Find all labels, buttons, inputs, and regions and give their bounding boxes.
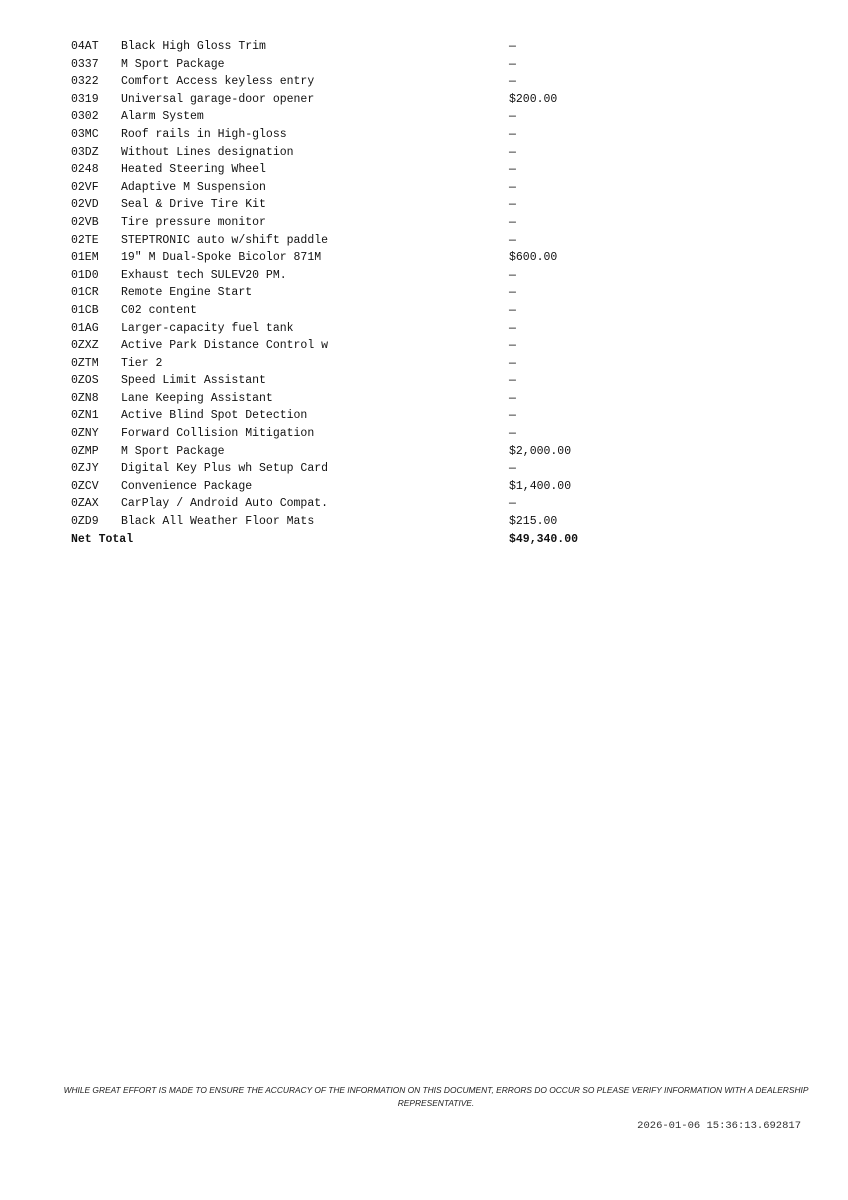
option-code: 0ZD9 (71, 515, 99, 529)
option-code: 02VF (71, 180, 99, 194)
disclaimer-text: WHILE GREAT EFFORT IS MADE TO ENSURE THE ACCURACY OF THE INFORMATION ON THIS DOCUMENT, ERRORS DO OCCUR SO PLEASE VERIFY INFORMATION WITH A DEALERSHIP REPRESENTATIVE. (63, 1085, 809, 1108)
option-description: Heated Steering Wheel (121, 163, 266, 177)
option-description: M Sport Package (121, 444, 225, 458)
option-code: 01CB (71, 303, 99, 317)
option-price: — (509, 198, 516, 212)
option-price: — (509, 163, 516, 177)
option-description: Active Park Distance Control w (121, 339, 329, 353)
option-code: 0319 (71, 92, 99, 106)
option-price: $1,400.00 (509, 479, 572, 493)
option-row (71, 478, 631, 496)
option-description: Speed Limit Assistant (121, 374, 266, 388)
option-code: 0ZOS (71, 374, 99, 388)
option-price: — (509, 110, 516, 124)
option-description: Forward Collision Mitigation (121, 427, 315, 441)
option-price: — (509, 40, 516, 53)
option-row (71, 355, 631, 373)
option-description: Adaptive M Suspension (121, 180, 266, 194)
option-row (71, 460, 631, 478)
option-description: Black All Weather Floor Mats (121, 515, 315, 529)
option-row (71, 91, 631, 109)
option-row (71, 214, 631, 232)
option-rows (71, 38, 631, 531)
option-price: — (509, 391, 516, 405)
option-row (71, 513, 631, 531)
option-price: — (509, 303, 516, 317)
timestamp: 2026-01-06 15:36:13.692817 (637, 1120, 801, 1132)
options-table (71, 38, 631, 548)
option-row (71, 337, 631, 355)
option-description: Remote Engine Start (121, 286, 253, 300)
option-code: 0ZNY (71, 427, 99, 441)
option-row (71, 179, 631, 197)
option-code: 0322 (71, 75, 99, 89)
option-price: — (509, 374, 516, 388)
option-description: CarPlay / Android Auto Compat. (121, 497, 329, 511)
option-description: Roof rails in High-gloss (121, 127, 287, 141)
option-code: 0ZJY (71, 462, 99, 476)
option-code: 01AG (71, 321, 99, 335)
option-price: — (509, 127, 516, 141)
option-code: 01EM (71, 251, 99, 265)
option-description: Larger-capacity fuel tank (121, 321, 294, 335)
option-row (71, 249, 631, 267)
option-code: 02TE (71, 233, 99, 247)
option-row (71, 372, 631, 390)
option-code: 04AT (71, 40, 99, 53)
option-row (71, 38, 631, 56)
option-code: 01CR (71, 286, 99, 300)
option-code: 0ZXZ (71, 339, 99, 353)
option-code: 0248 (71, 163, 99, 177)
option-row (71, 56, 631, 74)
option-row (71, 284, 631, 302)
option-row (71, 390, 631, 408)
option-description: Seal & Drive Tire Kit (121, 198, 266, 212)
option-price: — (509, 75, 516, 89)
option-description: Convenience Package (121, 479, 253, 493)
option-code: 0ZTM (71, 356, 99, 370)
option-price: $600.00 (509, 251, 558, 265)
option-description: STEPTRONIC auto w/shift paddle (121, 233, 329, 247)
option-price: — (509, 321, 516, 335)
option-code: 0ZCV (71, 479, 99, 493)
option-description: Without Lines designation (121, 145, 294, 159)
option-description: M Sport Package (121, 57, 225, 71)
option-price: — (509, 427, 516, 441)
option-code: 0ZMP (71, 444, 99, 458)
option-price: — (509, 409, 516, 423)
option-code: 0ZN1 (71, 409, 99, 423)
option-code: 03MC (71, 127, 99, 141)
option-row (71, 320, 631, 338)
option-price: — (509, 180, 516, 194)
option-description: Lane Keeping Assistant (121, 391, 273, 405)
option-description: Digital Key Plus wh Setup Card (121, 462, 329, 476)
option-row (71, 495, 631, 513)
net-total-label: Net Total (71, 532, 134, 546)
option-row (71, 443, 631, 461)
option-row (71, 425, 631, 443)
option-row (71, 108, 631, 126)
option-code: 01D0 (71, 268, 99, 282)
option-description: Tier 2 (121, 356, 163, 370)
option-row (71, 302, 631, 320)
option-price: — (509, 356, 516, 370)
option-description: C02 content (121, 303, 197, 317)
option-row (71, 267, 631, 285)
option-price: — (509, 462, 516, 476)
option-price: — (509, 233, 516, 247)
option-price: $200.00 (509, 92, 558, 106)
option-code: 0ZAX (71, 497, 99, 511)
option-row (71, 144, 631, 162)
option-code: 0302 (71, 110, 99, 124)
option-code: 02VB (71, 215, 99, 229)
option-description: Active Blind Spot Detection (121, 409, 308, 423)
option-row (71, 73, 631, 91)
option-price: — (509, 268, 516, 282)
option-price: — (509, 57, 516, 71)
option-price: — (509, 215, 516, 229)
option-row (71, 161, 631, 179)
option-row (71, 126, 631, 144)
option-description: Comfort Access keyless entry (121, 75, 315, 89)
option-code: 0ZN8 (71, 391, 99, 405)
option-code: 03DZ (71, 145, 99, 159)
option-row (71, 232, 631, 250)
option-price: — (509, 286, 516, 300)
option-code: 0337 (71, 57, 99, 71)
option-price: — (509, 339, 516, 353)
option-price: $215.00 (509, 515, 558, 529)
option-price: — (509, 145, 516, 159)
net-total-row (71, 531, 631, 549)
option-description: Tire pressure monitor (121, 215, 266, 229)
option-description: Alarm System (121, 110, 204, 124)
option-price: — (509, 497, 516, 511)
option-row (71, 407, 631, 425)
option-row (71, 196, 631, 214)
option-description: Black High Gloss Trim (121, 40, 266, 53)
option-code: 02VD (71, 198, 99, 212)
option-description: 19" M Dual-Spoke Bicolor 871M (121, 251, 322, 265)
net-total-value: $49,340.00 (509, 532, 579, 546)
option-description: Exhaust tech SULEV20 PM. (121, 268, 287, 282)
option-price: $2,000.00 (509, 444, 572, 458)
option-description: Universal garage-door opener (121, 92, 315, 106)
